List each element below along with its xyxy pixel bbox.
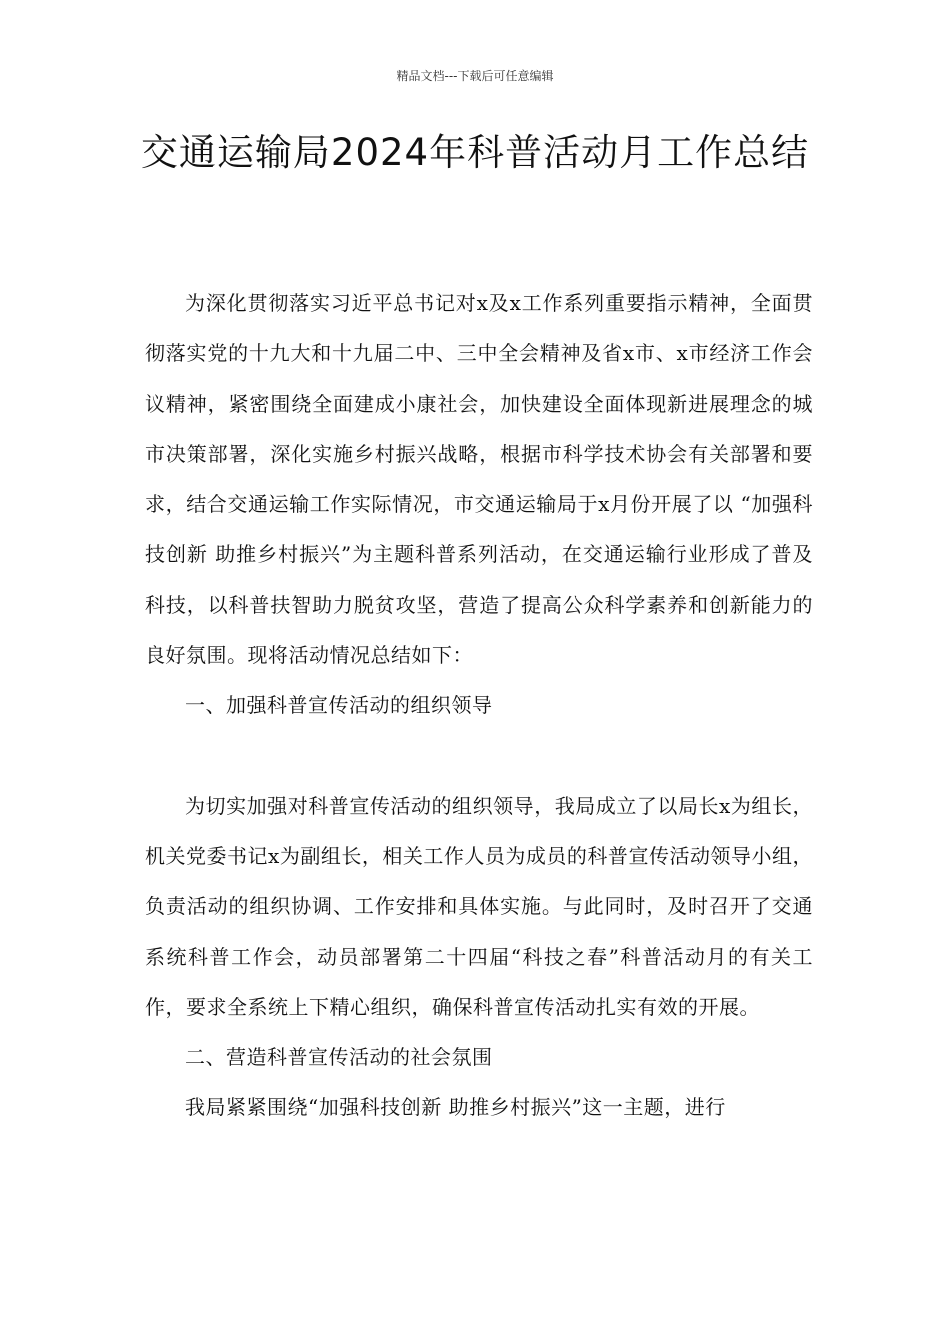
section-heading-2: 二、营造科普宣传活动的社会氛围 — [185, 1045, 493, 1070]
document-title: 交通运输局2024年科普活动月工作总结 — [140, 131, 810, 174]
section-heading-1: 一、加强科普宣传活动的组织领导 — [185, 693, 493, 718]
blank-line — [145, 731, 813, 781]
header-note: 精品文档---下载后可任意编辑 — [396, 69, 554, 83]
paragraph-section-2: 我局紧紧围绕“加强科技创新 助推乡村振兴”这一主题，进行 — [185, 1095, 726, 1120]
paragraph-section-1: 为切实加强对科普宣传活动的组织领导，我局成立了以局长x为组长，机关党委书记x为副组长，相关工作人员为成员的科普宣传活动领导小组，负责活动的组织协调、工作安排和具体实施。与此同时，及时召开了交通系统科普工作会，动员部署第二十四届“科技之春”科普活动月的有关工作，要求全系统上下精心组织，确保科普宣传活动扎实有效的开展。 — [145, 793, 813, 1019]
paragraph-intro: 为深化贯彻落实习近平总书记对x及x工作系列重要指示精神，全面贯彻落实党的十九大和十九届二中、三中全会精神及省x市、x市经济工作会议精神，紧密围绕全面建成小康社会，加快建设全面体现新进展理念的城市决策部署，深化实施乡村振兴战略，根据市科学技术协会有关部署和要求，结合交通运输工作实际情况，市交通运输局于x月份开展了以 “加强科技创新 助推乡村振兴”为主题科普系列活动，在交通运输行业形成了普及科技，以科普扶智助力脱贫攻坚，营造了提高公众科学素养和创新能力的良好氛围。现将活动情况总结如下： — [145, 291, 813, 668]
document-body — [145, 278, 813, 1133]
